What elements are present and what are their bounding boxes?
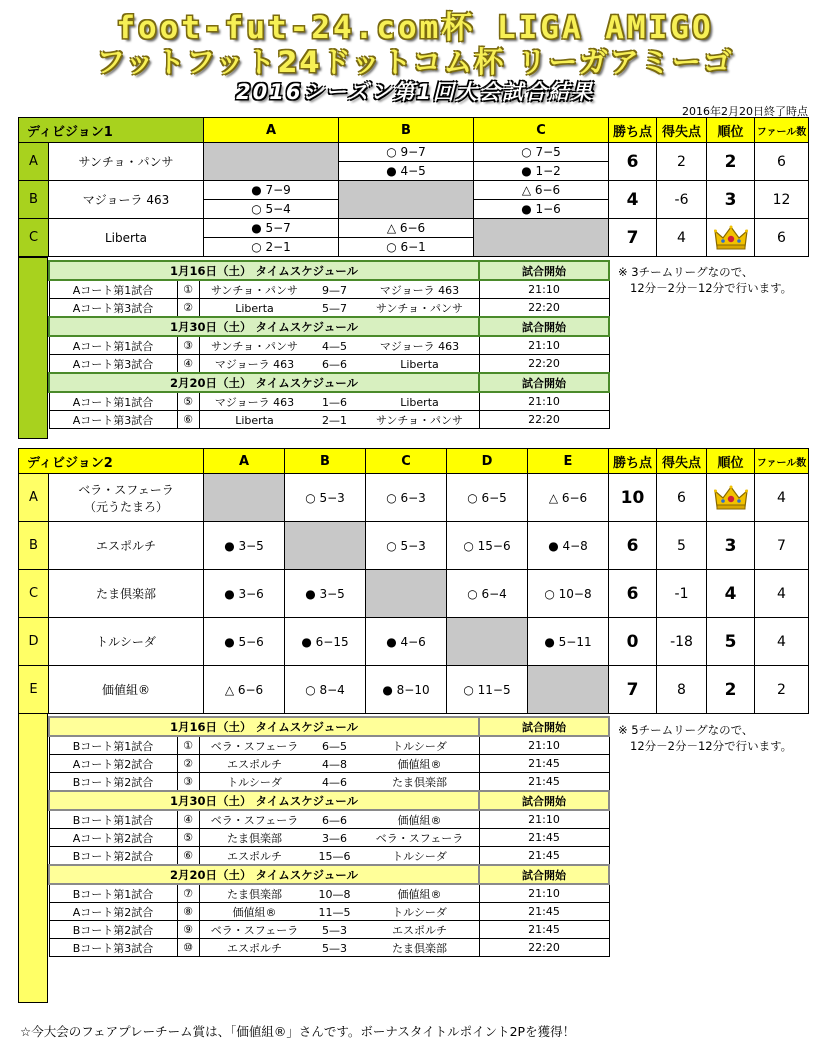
match-result: ● 4−6 (366, 618, 447, 666)
fouls-header: ファール数 (755, 449, 809, 474)
team-name-sub: （元うたまろ） (83, 499, 168, 514)
schedule-day-header (49, 791, 609, 810)
team-name: マジョーラ 463 (49, 181, 204, 219)
away-team: サンチョ・パンサ (375, 301, 464, 315)
division2-schedule-side (18, 713, 48, 1003)
rank-header: 順位 (707, 449, 755, 474)
start-time: 21:45 (479, 847, 609, 866)
home-team: トルシーダ (227, 775, 282, 789)
away-team: トルシーダ (392, 849, 447, 863)
court: Aコート第1試合 (49, 336, 177, 355)
schedule-game-row (49, 392, 609, 411)
match-result: ● 5−11 (528, 618, 609, 666)
column-header: C (474, 118, 609, 143)
start-time-header: 試合開始 (479, 865, 609, 884)
court: Bコート第1試合 (49, 884, 177, 903)
team-row (19, 474, 809, 522)
start-time: 21:10 (479, 280, 609, 299)
schedule-day-title: 1月16日（土） タイムスケジュール (49, 717, 479, 736)
home-team: ベラ・スフェーラ (210, 813, 299, 827)
score: 4—5 (322, 339, 347, 353)
points-value: 6 (609, 522, 657, 570)
matchup (199, 736, 479, 755)
match-result: ○ 10−8 (528, 570, 609, 618)
match-result: ○ 15−6 (447, 522, 528, 570)
team-row (19, 522, 809, 570)
matchup (199, 921, 479, 939)
court: Bコート第3試合 (49, 939, 177, 957)
away-team: トルシーダ (392, 739, 447, 753)
rank-header: 順位 (707, 118, 755, 143)
away-team: エスポルチ (392, 923, 447, 937)
game-number: ⑥ (177, 847, 199, 866)
schedule-day-title: 2月20日（土） タイムスケジュール (49, 865, 479, 884)
team-row (19, 143, 809, 162)
matchup (199, 773, 479, 792)
away-team: たま倶楽部 (392, 941, 447, 955)
away-team: マジョーラ 463 (379, 283, 460, 297)
column-header: B (339, 118, 474, 143)
schedule-day-title: 1月30日（土） タイムスケジュール (49, 317, 479, 336)
self-match-cell (204, 143, 339, 181)
division1-schedule-side (18, 257, 48, 439)
score: 15—6 (318, 849, 351, 863)
court: Bコート第2試合 (49, 773, 177, 792)
score: 2—1 (322, 413, 347, 427)
match-result: ● 4−8 (528, 522, 609, 570)
start-time: 21:10 (479, 884, 609, 903)
game-number: ② (177, 755, 199, 773)
game-number: ⑦ (177, 884, 199, 903)
goal-diff-value: 8 (657, 666, 707, 714)
schedule-day-header (49, 261, 609, 280)
column-header: A (204, 449, 285, 474)
division1-note: ※ 3チームリーグなので、 12分－2分－12分で行います。 (618, 265, 793, 295)
court: Aコート第2試合 (49, 829, 177, 847)
match-result: ● 5−7 (204, 219, 339, 238)
start-time: 21:45 (479, 755, 609, 773)
away-team: 価値組® (397, 757, 442, 771)
home-team: たま倶楽部 (227, 831, 282, 845)
score: 5—3 (322, 941, 347, 955)
header-row (19, 449, 809, 474)
matchup (199, 884, 479, 903)
court: Aコート第1試合 (49, 392, 177, 411)
court: Bコート第1試合 (49, 810, 177, 829)
rank-value: 5 (707, 618, 755, 666)
match-result: ○ 6−5 (447, 474, 528, 522)
matchup (199, 810, 479, 829)
self-match-cell (339, 181, 474, 219)
home-team: エスポルチ (227, 757, 282, 771)
team-row (19, 618, 809, 666)
home-team: マジョーラ 463 (214, 395, 295, 409)
self-match-cell (366, 570, 447, 618)
matchup (199, 299, 479, 318)
self-match-cell (447, 618, 528, 666)
matchup (199, 847, 479, 866)
match-result: ○ 5−3 (285, 474, 366, 522)
match-result: ● 8−10 (366, 666, 447, 714)
matchup (199, 336, 479, 355)
match-result: ● 3−5 (285, 570, 366, 618)
rank-value: 2 (707, 143, 755, 181)
match-result: ● 4−5 (339, 162, 474, 181)
away-team: 価値組® (397, 813, 442, 827)
team-row (19, 570, 809, 618)
team-name (49, 522, 204, 570)
schedule-game-row (49, 773, 609, 792)
team-key: A (19, 474, 49, 522)
home-team: エスポルチ (227, 849, 282, 863)
score: 4—8 (322, 757, 347, 771)
score: 6—5 (322, 739, 347, 753)
match-result: ● 1−2 (474, 162, 609, 181)
goal-diff-value: -18 (657, 618, 707, 666)
away-team: たま倶楽部 (392, 775, 447, 789)
schedule-day-title: 1月30日（土） タイムスケジュール (49, 791, 479, 810)
title-japanese: フットフット24ドットコム杯 リーガアミーゴ (96, 45, 734, 79)
start-time-header: 試合開始 (479, 373, 609, 392)
matchup (199, 829, 479, 847)
points-value: 6 (609, 143, 657, 181)
goal-diff-value: -1 (657, 570, 707, 618)
start-time: 22:20 (479, 299, 609, 318)
matchup (199, 392, 479, 411)
team-key: E (19, 666, 49, 714)
court: Aコート第3試合 (49, 299, 177, 318)
game-number: ③ (177, 336, 199, 355)
game-number: ⑤ (177, 829, 199, 847)
goal-diff-value: 6 (657, 474, 707, 522)
as-of-date: 2016年2月20日終了時点 (682, 105, 808, 118)
start-time: 21:45 (479, 921, 609, 939)
home-team: ベラ・スフェーラ (210, 739, 299, 753)
division1-schedule (48, 260, 610, 429)
rank-value (707, 219, 755, 257)
schedule-game-row (49, 847, 609, 866)
team-key: B (19, 181, 49, 219)
fouls-header: ファール数 (755, 118, 809, 143)
team-name-main: たま倶楽部 (95, 587, 156, 601)
away-team: マジョーラ 463 (379, 339, 460, 353)
away-team: Liberta (400, 395, 439, 409)
self-match-cell (474, 219, 609, 257)
fouls-value: 4 (755, 618, 809, 666)
court: Bコート第2試合 (49, 921, 177, 939)
points-value: 7 (609, 666, 657, 714)
goal-diff-value: 4 (657, 219, 707, 257)
goal-diff-value: 2 (657, 143, 707, 181)
match-result: ○ 5−4 (204, 200, 339, 219)
fouls-value: 7 (755, 522, 809, 570)
match-result: △ 6−6 (339, 219, 474, 238)
match-result: ○ 6−3 (366, 474, 447, 522)
score: 5—3 (322, 923, 347, 937)
match-result: ○ 9−7 (339, 143, 474, 162)
home-team: サンチョ・パンサ (210, 283, 299, 297)
fouls-value: 4 (755, 570, 809, 618)
start-time: 21:45 (479, 903, 609, 921)
away-team: サンチョ・パンサ (375, 413, 464, 427)
court: Aコート第2試合 (49, 903, 177, 921)
score: 9—7 (322, 283, 347, 297)
court: Aコート第2試合 (49, 755, 177, 773)
schedule-game-row (49, 299, 609, 318)
schedule-game-row (49, 336, 609, 355)
team-row (19, 181, 809, 200)
goal-diff-header: 得失点 (657, 449, 707, 474)
start-time: 22:20 (479, 411, 609, 429)
schedule-day-title: 2月20日（土） タイムスケジュール (49, 373, 479, 392)
match-result: △ 6−6 (474, 181, 609, 200)
rank-value (707, 474, 755, 522)
game-number: ① (177, 280, 199, 299)
matchup (199, 903, 479, 921)
team-key: D (19, 618, 49, 666)
schedule-game-row (49, 939, 609, 957)
match-result: ○ 2−1 (204, 238, 339, 257)
schedule-game-row (49, 411, 609, 429)
match-result: ● 7−9 (204, 181, 339, 200)
goal-diff-header: 得失点 (657, 118, 707, 143)
column-header: C (366, 449, 447, 474)
away-team: Liberta (400, 357, 439, 371)
score: 3—6 (322, 831, 347, 845)
match-result: ○ 6−4 (447, 570, 528, 618)
fouls-value: 6 (755, 219, 809, 257)
team-key: C (19, 570, 49, 618)
start-time: 21:10 (479, 336, 609, 355)
match-result: ○ 8−4 (285, 666, 366, 714)
match-result: ● 1−6 (474, 200, 609, 219)
team-name: Liberta (49, 219, 204, 257)
points-header: 勝ち点 (609, 118, 657, 143)
team-name-main: エスポルチ (95, 539, 156, 553)
match-result: ○ 5−3 (366, 522, 447, 570)
court: Aコート第3試合 (49, 355, 177, 374)
home-team: マジョーラ 463 (214, 357, 295, 371)
start-time-header: 試合開始 (479, 717, 609, 736)
schedule-day-header (49, 317, 609, 336)
team-name (49, 618, 204, 666)
start-time: 21:10 (479, 392, 609, 411)
away-team: トルシーダ (392, 905, 447, 919)
header-row (19, 118, 809, 143)
game-number: ② (177, 299, 199, 318)
match-result: ○ 7−5 (474, 143, 609, 162)
score: 1—6 (322, 395, 347, 409)
fair-play-note: ☆今大会のフェアプレーチーム賞は、「価値組®」さんです。ボーナスタイトルポイント2Pを獲得！ (20, 1024, 576, 1039)
match-result: ● 3−6 (204, 570, 285, 618)
points-header: 勝ち点 (609, 449, 657, 474)
court: Bコート第1試合 (49, 736, 177, 755)
score: 5—7 (322, 301, 347, 315)
goal-diff-value: -6 (657, 181, 707, 219)
schedule-game-row (49, 884, 609, 903)
goal-diff-value: 5 (657, 522, 707, 570)
start-time: 21:10 (479, 736, 609, 755)
away-team: ベラ・スフェーラ (375, 831, 464, 845)
points-value: 0 (609, 618, 657, 666)
fouls-value: 6 (755, 143, 809, 181)
game-number: ⑧ (177, 903, 199, 921)
division-title: ディビジョン1 (19, 118, 204, 143)
column-header: D (447, 449, 528, 474)
schedule-game-row (49, 736, 609, 755)
rank-value: 3 (707, 181, 755, 219)
schedule-game-row (49, 810, 609, 829)
matchup (199, 280, 479, 299)
schedule-game-row (49, 755, 609, 773)
schedule-game-row (49, 829, 609, 847)
self-match-cell (285, 522, 366, 570)
game-number: ③ (177, 773, 199, 792)
court: Bコート第2試合 (49, 847, 177, 866)
matchup (199, 755, 479, 773)
game-number: ① (177, 736, 199, 755)
fouls-value: 12 (755, 181, 809, 219)
start-time: 21:45 (479, 829, 609, 847)
game-number: ④ (177, 810, 199, 829)
game-number: ④ (177, 355, 199, 374)
self-match-cell (204, 474, 285, 522)
home-team: Liberta (235, 413, 274, 427)
court: Aコート第3試合 (49, 411, 177, 429)
team-name: サンチョ・パンサ (49, 143, 204, 181)
home-team: エスポルチ (227, 941, 282, 955)
matchup (199, 355, 479, 374)
match-result: ○ 11−5 (447, 666, 528, 714)
home-team: Liberta (235, 301, 274, 315)
match-result: ○ 6−1 (339, 238, 474, 257)
column-header: A (204, 118, 339, 143)
rank-value: 3 (707, 522, 755, 570)
matchup (199, 939, 479, 957)
points-value: 4 (609, 181, 657, 219)
match-result: △ 6−6 (528, 474, 609, 522)
score: 10—8 (318, 887, 351, 901)
team-key: A (19, 143, 49, 181)
match-result: △ 6−6 (204, 666, 285, 714)
title-english: foot-fut-24.com杯 LIGA AMIGO (116, 10, 714, 46)
column-header: B (285, 449, 366, 474)
team-name (49, 570, 204, 618)
start-time-header: 試合開始 (479, 791, 609, 810)
start-time: 22:20 (479, 939, 609, 957)
start-time: 21:10 (479, 810, 609, 829)
score: 6—6 (322, 357, 347, 371)
team-name-main: ベラ・スフェーラ (78, 482, 174, 497)
crown-icon (714, 485, 748, 511)
score: 4—6 (322, 775, 347, 789)
start-time: 22:20 (479, 355, 609, 374)
division1-table (18, 117, 809, 257)
fouls-value: 2 (755, 666, 809, 714)
schedule-game-row (49, 355, 609, 374)
home-team: サンチョ・パンサ (210, 339, 299, 353)
crown-icon (714, 225, 748, 251)
division2-schedule (48, 716, 610, 957)
home-team: たま倶楽部 (227, 887, 282, 901)
start-time: 21:45 (479, 773, 609, 792)
schedule-day-header (49, 717, 609, 736)
home-team: 価値組® (232, 905, 277, 919)
division-title: ディビジョン2 (19, 449, 204, 474)
points-value: 6 (609, 570, 657, 618)
team-name-main: トルシーダ (96, 635, 156, 649)
schedule-game-row (49, 280, 609, 299)
game-number: ⑥ (177, 411, 199, 429)
team-name (49, 474, 204, 522)
rank-value: 2 (707, 666, 755, 714)
team-name-main: 価値組® (101, 683, 150, 697)
score: 6—6 (322, 813, 347, 827)
division2-note: ※ 5チームリーグなので、 12分－2分－12分で行います。 (618, 723, 793, 753)
game-number: ⑤ (177, 392, 199, 411)
schedule-day-header (49, 373, 609, 392)
game-number: ⑨ (177, 921, 199, 939)
division2-table (18, 448, 809, 714)
match-result: ● 5−6 (204, 618, 285, 666)
game-number: ⑩ (177, 939, 199, 957)
column-header: E (528, 449, 609, 474)
team-row (19, 666, 809, 714)
start-time-header: 試合開始 (479, 261, 609, 280)
title-season: 2016シーズン第1回大会試合結果 (235, 80, 594, 104)
away-team: 価値組® (397, 887, 442, 901)
team-key: C (19, 219, 49, 257)
fouls-value: 4 (755, 474, 809, 522)
matchup (199, 411, 479, 429)
points-value: 7 (609, 219, 657, 257)
points-value: 10 (609, 474, 657, 522)
court: Aコート第1試合 (49, 280, 177, 299)
team-row (19, 219, 809, 238)
team-name (49, 666, 204, 714)
match-result: ● 3−5 (204, 522, 285, 570)
home-team: ベラ・スフェーラ (210, 923, 299, 937)
schedule-day-title: 1月16日（土） タイムスケジュール (49, 261, 479, 280)
match-result: ● 6−15 (285, 618, 366, 666)
score: 11—5 (318, 905, 351, 919)
team-key: B (19, 522, 49, 570)
schedule-game-row (49, 921, 609, 939)
start-time-header: 試合開始 (479, 317, 609, 336)
schedule-day-header (49, 865, 609, 884)
schedule-game-row (49, 903, 609, 921)
rank-value: 4 (707, 570, 755, 618)
self-match-cell (528, 666, 609, 714)
